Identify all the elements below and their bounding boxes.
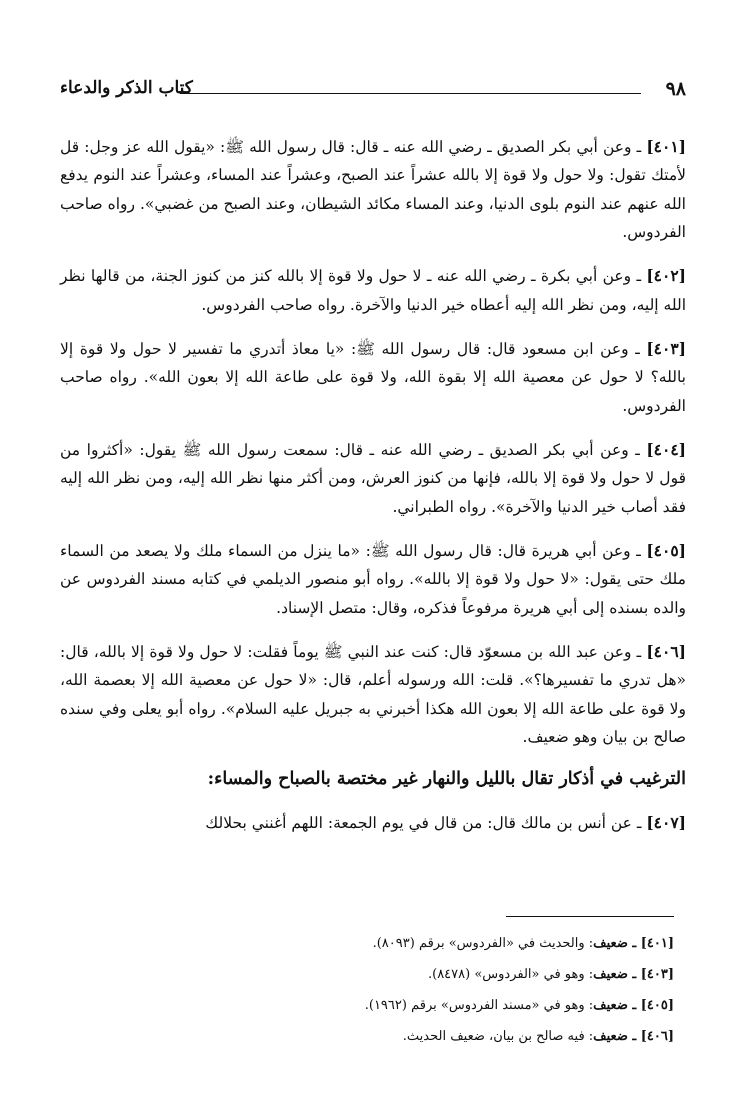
footnote	[114, 1021, 674, 1052]
footnote-text: : فيه صالح بن بيان، ضعيف الحديث.	[402, 1029, 594, 1044]
running-header	[60, 78, 686, 106]
footnote-text: : وهو في «مسند الفردوس» برقم (١٩٦٢).	[364, 998, 594, 1013]
hadith-text: ـ وعن أبي بكر الصديق ـ رضي الله عنه ـ قال: قال رسول الله ﷺ: «يقول الله عز وجل: قل لأمتك تقول: ولا حول ولا قوة إلا بالله عشراً عند الصبح، وعشراً عند المساء، وعشراً عند النوم يدفع الله عنهم عند النوم بلوى الدنيا، وعند المساء مكائد الشيطان، وعند الصبح من غضبي». رواه صاحب الفردوس.	[60, 137, 686, 241]
hadith-text: ـ وعن أبي بكر الصديق ـ رضي الله عنه ـ قال: سمعت رسول الله ﷺ يقول: «أكثروا من قول لا حول ولا قوة إلا بالله، فإنها من كنوز العرش، ومن أكثر منها نظر الله إليه، ومن نظر الله إليه فقد أصاب خير الدنيا والآخرة». رواه الطبراني.	[60, 440, 686, 516]
hadith-number: [٤٠٤]	[646, 439, 686, 459]
hadith-paragraph	[60, 436, 686, 522]
header-rule	[180, 93, 641, 94]
hadith-number: [٤٠٣]	[646, 338, 686, 358]
footnote-grade: ـ ضعيف	[593, 936, 641, 951]
hadith-paragraph	[60, 262, 686, 319]
footnote	[114, 959, 674, 990]
hadith-paragraph	[60, 133, 686, 247]
footnotes	[114, 928, 674, 1052]
footnote-number: [٤٠٦]	[640, 1029, 674, 1044]
footnote-text: : والحديث في «الفردوس» برقم (٨٠٩٣).	[372, 936, 594, 951]
hadith-paragraph	[60, 537, 686, 623]
hadith-number: [٤٠٧]	[646, 813, 686, 832]
hadith-number: [٤٠٥]	[646, 540, 686, 560]
footnote	[114, 928, 674, 959]
footnote-text: : وهو في «الفردوس» (٨٤٧٨).	[427, 967, 594, 982]
footnote-separator	[506, 916, 674, 917]
hadith-paragraph	[60, 638, 686, 752]
hadith-text: ـ عن أنس بن مالك قال: من قال في يوم الجمعة: اللهم أغنني بحلالك	[205, 814, 647, 832]
hadith-number: [٤٠٦]	[646, 641, 686, 661]
section-heading: الترغيب في أذكار تقال بالليل والنهار غير مختصة بالصباح والمساء:	[207, 768, 686, 789]
hadith-number: [٤٠١]	[646, 136, 686, 156]
hadith-paragraph	[60, 335, 686, 421]
hadith-text: ـ وعن أبي بكرة ـ رضي الله عنه ـ لا حول ولا قوة إلا بالله كنز من كنوز الجنة، من قالها نظر الله إليه، ومن نظر الله إليه أعطاه خير الدنيا والآخرة. رواه صاحب الفردوس.	[60, 267, 686, 314]
footnote-number: [٤٠٣]	[640, 967, 674, 982]
hadith-paragraph	[60, 809, 686, 838]
hadith-text: ـ وعن ابن مسعود قال: قال رسول الله ﷺ: «يا معاذ أتدري ما تفسير لا حول ولا قوة إلا بالله؟ لا حول عن معصية الله إلا بقوة الله، ولا قوة على طاعة الله إلا بعون الله». رواه صاحب الفردوس.	[60, 339, 686, 415]
footnote-grade: ـ ضعيف	[593, 1029, 641, 1044]
footnote-grade: ـ ضعيف	[593, 967, 641, 982]
hadith-number: [٤٠٢]	[646, 266, 686, 285]
footnote-number: [٤٠٥]	[640, 998, 674, 1013]
footnote-grade: ـ ضعيف	[593, 998, 641, 1013]
hadith-text: ـ وعن أبي هريرة قال: قال رسول الله ﷺ: «ما ينزل من السماء ملك ولا يصعد من السماء ملك حتى يقول: «لا حول ولا قوة إلا بالله». رواه أبو منصور الديلمي في كتابه مسند الفردوس عن والده بسنده إلى أبي هريرة مرفوعاً فذكره، وقال: متصل الإسناد.	[60, 541, 686, 617]
footnote-number: [٤٠١]	[640, 936, 674, 951]
hadith-text: ـ وعن عبد الله بن مسعوّد قال: كنت عند النبي ﷺ يوماً فقلت: لا حول ولا قوة إلا بالله، قال: «هل تدري ما تفسيرها؟». قلت: الله ورسوله أعلم، قال: «لا حول عن معصية الله إلا بعصمة الله، ولا قوة على طاعة الله إلا بعون الله هكذا أخبرني به جبريل عليه السلام». رواه أبو يعلى وفي سنده صالح بن بيان وهو ضعيف.	[60, 642, 686, 746]
chapter-title: كتاب الذكر والدعاء	[60, 78, 193, 98]
footnote	[114, 990, 674, 1021]
page-body	[60, 117, 686, 850]
page-number: ٩٨	[665, 78, 686, 100]
